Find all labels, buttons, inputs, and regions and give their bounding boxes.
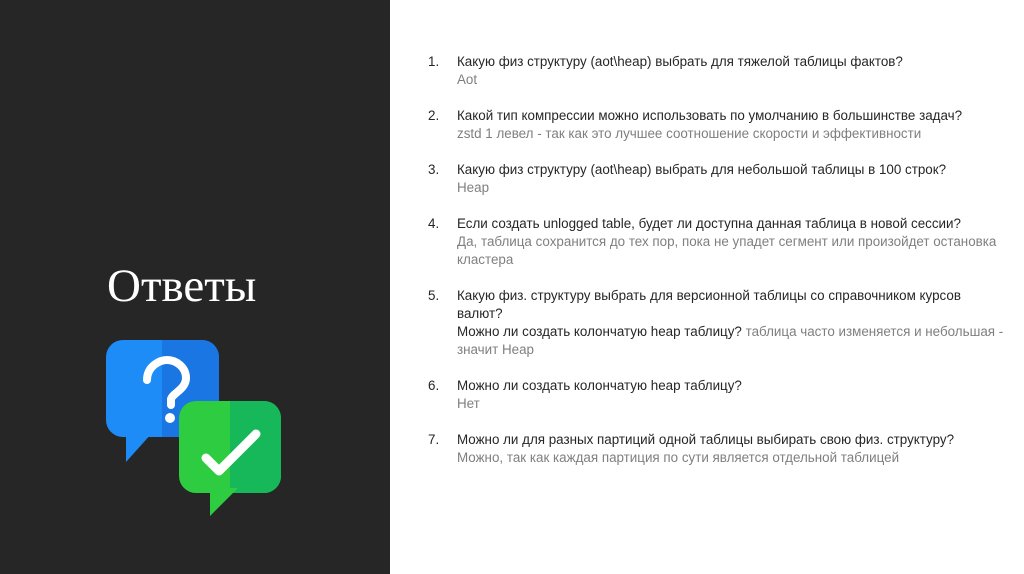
slide-title: Ответы [107, 260, 257, 312]
list-item [428, 53, 1008, 89]
list-item [428, 215, 1008, 269]
list-item [428, 431, 1008, 467]
answer-text: Нет [457, 396, 480, 411]
question-text: Какой тип компрессии можно использовать по умолчанию в большинстве задач? [457, 108, 963, 123]
list-item [428, 287, 1008, 359]
list-item [428, 377, 1008, 413]
answer-text: Aot [457, 72, 478, 87]
question-text: Если создать unlogged table, будет ли доступна данная таблица в новой сессии? [457, 216, 961, 231]
left-panel [0, 0, 390, 574]
list-item [428, 107, 1008, 143]
question-text: Какую физ. структуру выбрать для версионной таблицы со справочником курсов валют? [457, 288, 961, 321]
answer-text: Heap [457, 180, 490, 195]
question-text: Можно ли для разных партиций одной таблицы выбирать свою физ. структуру? [457, 432, 955, 447]
item-number: 4. [428, 216, 440, 231]
question-text: Можно ли создать колончатую heap таблицу? [457, 378, 742, 393]
item-number: 6. [428, 378, 440, 393]
followup-question-text: Можно ли создать колончатую heap таблицу? [457, 324, 742, 339]
item-number: 2. [428, 108, 440, 123]
answer-text: zstd 1 левел - так как это лучшее соотношение скорости и эффективности [457, 126, 922, 141]
answer-text: Да, таблица сохранится до тех пор, пока не упадет сегмент или произойдет остановка кластера [457, 234, 997, 267]
answers-list [428, 53, 1008, 467]
answer-paragraph [457, 323, 1008, 359]
item-number: 5. [428, 288, 440, 303]
answer-text: Можно, так как каждая партиция по сути является отдельной таблицей [457, 450, 900, 465]
answer-bubble-icon [179, 401, 281, 516]
question-text: Какую физ структуру (aot\heap) выбрать для тяжелой таблицы фактов? [457, 54, 903, 69]
question-answer-chat-bubbles-icon [104, 338, 284, 518]
question-text: Какую физ структуру (aot\heap) выбрать для небольшой таблицы в 100 строк? [457, 162, 947, 177]
list-item [428, 161, 1008, 197]
answer-text: таблица часто изменяется и небольшая - значит Heap [457, 324, 1004, 357]
item-number: 3. [428, 162, 440, 177]
item-number: 7. [428, 432, 440, 447]
item-number: 1. [428, 54, 440, 69]
